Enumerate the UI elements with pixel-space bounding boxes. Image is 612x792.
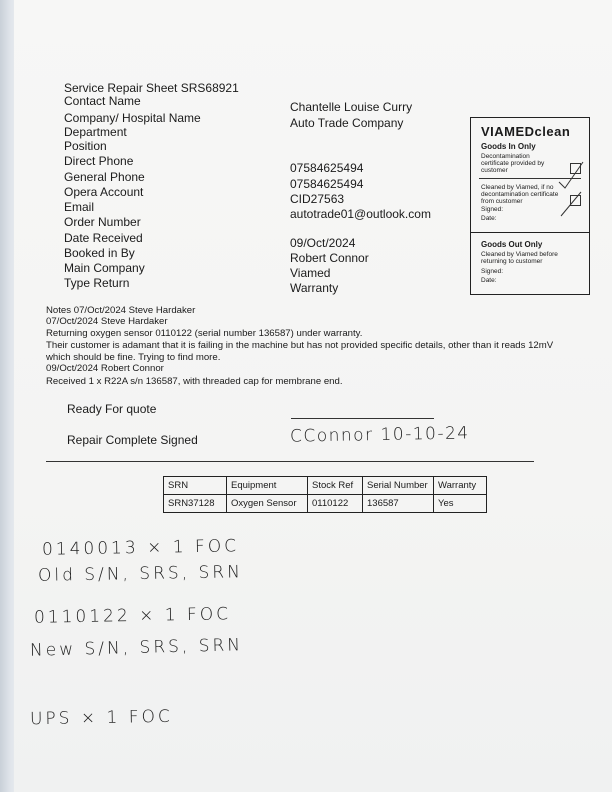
section-divider bbox=[46, 461, 534, 462]
table-cell: Yes bbox=[434, 495, 487, 513]
stamp-cleaned-before: Cleaned by Viamed before returning to customer bbox=[481, 251, 558, 265]
notes-line: Their customer is adamant that it is failing in the machine but has not provided specific details, other than it reads 12mV bbox=[46, 340, 554, 351]
notes-line: Received 1 x R22A s/n 136587, with threaded cap for membrane end. bbox=[46, 376, 343, 387]
stamp-signed2-label: Signed: bbox=[481, 268, 504, 275]
table-cell: 136587 bbox=[363, 495, 434, 513]
paper-sheet bbox=[14, 0, 612, 792]
label-position: Position bbox=[64, 139, 107, 153]
handwritten-line: 0110122 × 1 FOC bbox=[33, 604, 232, 628]
stamp-decon-text: Decontamination certificate provided by customer bbox=[481, 153, 545, 174]
label-main-company: Main Company bbox=[64, 261, 145, 275]
value-direct-phone: 07584625494 bbox=[290, 161, 364, 175]
label-date-received: Date Received bbox=[64, 231, 143, 245]
value-email: autotrade01@outlook.com bbox=[290, 207, 431, 221]
label-company: Company/ Hospital Name bbox=[64, 111, 201, 125]
table-header-cell: SRN bbox=[164, 477, 227, 495]
notes-line: 07/Oct/2024 Steve Hardaker bbox=[46, 316, 168, 327]
stamp-goods-in: Goods In Only bbox=[481, 142, 536, 151]
stamp-brand: VIAMEDclean bbox=[481, 124, 571, 139]
repair-signature: CConnor 10-10-24 bbox=[289, 423, 470, 447]
table-cell: 0110122 bbox=[308, 495, 363, 513]
table-header-cell: Stock Ref bbox=[308, 477, 363, 495]
notes-line: Returning oxygen sensor 0110122 (serial number 136587) under warranty. bbox=[46, 328, 363, 339]
stamp-date2-label: Date: bbox=[481, 277, 497, 284]
table-header-row bbox=[164, 477, 487, 495]
parts-table bbox=[163, 476, 487, 513]
table-header-cell: Warranty bbox=[434, 477, 487, 495]
stamp-goods-out: Goods Out Only bbox=[481, 240, 543, 249]
stamp-cleaned-text: Cleaned by Viamed, if no decontamination certificate from customer bbox=[481, 184, 559, 205]
table-cell: Oxygen Sensor bbox=[227, 495, 308, 513]
value-date-received: 09/Oct/2024 bbox=[290, 236, 356, 250]
table-cell: SRN37128 bbox=[164, 495, 227, 513]
notes-line: Notes 07/Oct/2024 Steve Hardaker bbox=[46, 305, 196, 316]
label-general-phone: General Phone bbox=[64, 170, 145, 184]
notes-line: which should be fine. Trying to find more. bbox=[46, 352, 221, 363]
table-row bbox=[164, 495, 487, 513]
value-type-return: Warranty bbox=[290, 281, 339, 295]
label-booked-in-by: Booked in By bbox=[64, 246, 135, 260]
handwritten-line: 0140013 × 1 FOC bbox=[41, 536, 240, 560]
table-header-cell: Equipment bbox=[227, 477, 308, 495]
handwritten-line: Old S/N, SRS, SRN bbox=[37, 562, 244, 586]
handwritten-line: UPS × 1 FOC bbox=[29, 706, 173, 730]
table-header-cell: Serial Number bbox=[363, 477, 434, 495]
value-main-company: Viamed bbox=[290, 266, 331, 280]
label-direct-phone: Direct Phone bbox=[64, 154, 134, 168]
value-opera-account: CID27563 bbox=[290, 192, 345, 206]
label-opera-account: Opera Account bbox=[64, 185, 144, 199]
ready-for-quote-label: Ready For quote bbox=[67, 402, 157, 416]
ready-signature-line bbox=[291, 418, 434, 419]
stamp-date-label: Date: bbox=[481, 215, 497, 222]
notes-line: 09/Oct/2024 Robert Connor bbox=[46, 363, 164, 374]
viamed-clean-stamp bbox=[470, 117, 590, 295]
value-general-phone: 07584625494 bbox=[290, 177, 364, 191]
value-contact-name: Chantelle Louise Curry bbox=[290, 100, 413, 114]
handwritten-line: New S/N, SRS, SRN bbox=[29, 635, 244, 661]
repair-complete-label: Repair Complete Signed bbox=[67, 433, 198, 447]
tick-mark-icon bbox=[557, 158, 587, 218]
sheet-title: Service Repair Sheet SRS68921 bbox=[64, 81, 239, 95]
label-order-number: Order Number bbox=[64, 215, 141, 229]
label-type-return: Type Return bbox=[64, 276, 130, 290]
label-department: Department bbox=[64, 125, 127, 139]
label-contact-name: Contact Name bbox=[64, 94, 141, 108]
label-email: Email bbox=[64, 200, 95, 214]
stamp-section-rule bbox=[471, 232, 589, 233]
value-booked-in-by: Robert Connor bbox=[290, 251, 369, 265]
stamp-signed-label: Signed: bbox=[481, 206, 504, 213]
value-company: Auto Trade Company bbox=[290, 116, 404, 130]
